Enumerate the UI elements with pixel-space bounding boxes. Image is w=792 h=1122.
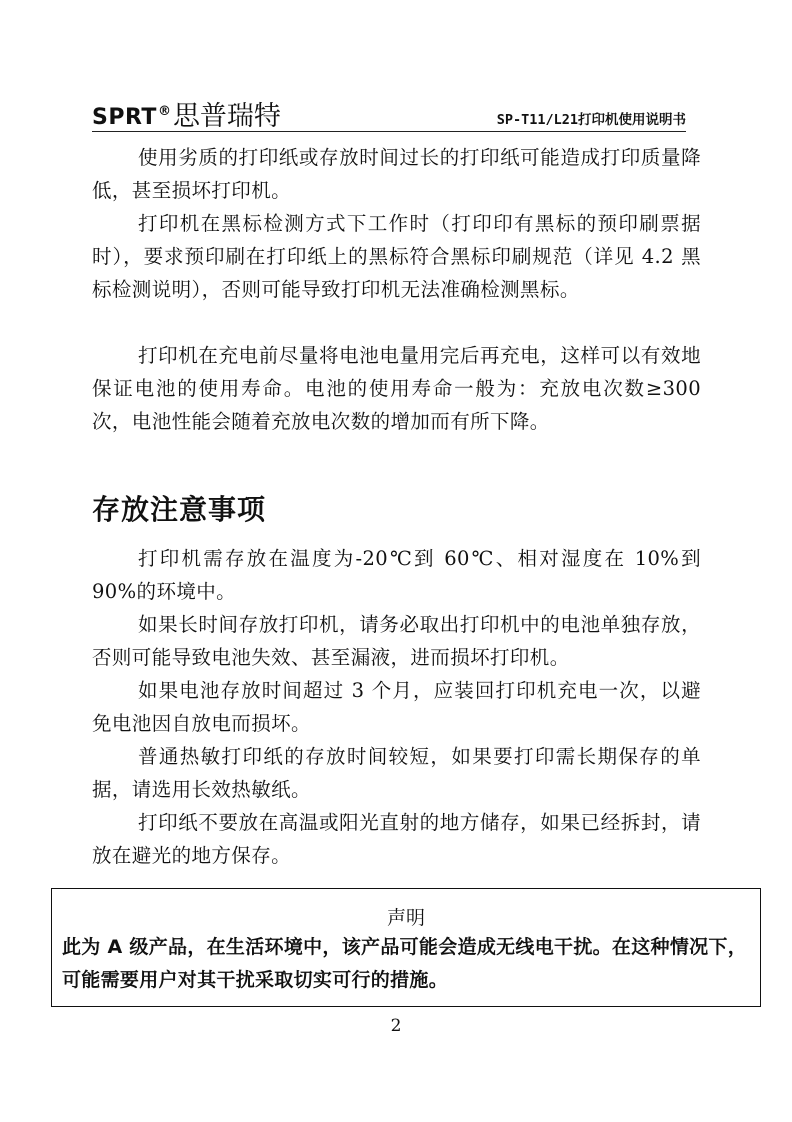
brand-latin: SPRT: [92, 105, 157, 130]
header-divider: [92, 131, 686, 132]
paragraph-storage-environment: 打印机需存放在温度为-20℃到 60℃、相对湿度在 10%到 90%的环境中。: [92, 547, 701, 603]
paragraph-long-term-storage: 如果长时间存放打印机，请务必取出打印机中的电池单独存放，否则可能导致电池失效、甚至漏液，进而损坏打印机。: [92, 613, 701, 669]
document-title: SP-T11/L21打印机使用说明书: [496, 112, 686, 128]
paragraph-battery-recharge: 如果电池存放时间超过 3 个月，应装回打印机充电一次，以避免电池因自放电而损坏。: [92, 679, 701, 735]
storage-heading: 存放注意事项: [92, 493, 267, 526]
registered-mark: ®: [157, 104, 171, 119]
paragraph-thermal-paper: 普通热敏打印纸的存放时间较短，如果要打印需长期保存的单据，请选用长效热敏纸。: [92, 745, 701, 801]
paragraph-black-mark: 打印机在黑标检测方式下工作时（打印印有黑标的预印刷票据时），要求预印刷在打印纸上的黑标符合黑标印刷规范（详见 4.2 黑标检测说明），否则可能导致打印机无法准确检测黑标。: [92, 212, 701, 301]
brand-logo: [92, 103, 281, 130]
notice-box: [51, 888, 761, 1007]
page-number: 2: [390, 1016, 402, 1036]
paragraph-battery-charging: 打印机在充电前尽量将电池电量用完后再充电，这样可以有效地保证电池的使用寿命。电池的使用寿命一般为：充放电次数≥300 次，电池性能会随着充放电次数的增加而有所下降。: [92, 344, 701, 433]
paragraph-paper-storage: 打印纸不要放在高温或阳光直射的地方储存，如果已经拆封，请放在避光的地方保存。: [92, 811, 701, 867]
notice-title: 声明: [386, 907, 425, 929]
paragraph-paper-quality: 使用劣质的打印纸或存放时间过长的打印纸可能造成打印质量降低，甚至损坏打印机。: [92, 146, 701, 202]
page-header: [92, 96, 686, 132]
notice-body: 此为 A 级产品，在生活环境中，该产品可能会造成无线电干扰。在这种情况下，可能需要用户对其干扰采取切实可行的措施。: [62, 936, 748, 991]
brand-chinese: 思普瑞特: [172, 101, 281, 132]
